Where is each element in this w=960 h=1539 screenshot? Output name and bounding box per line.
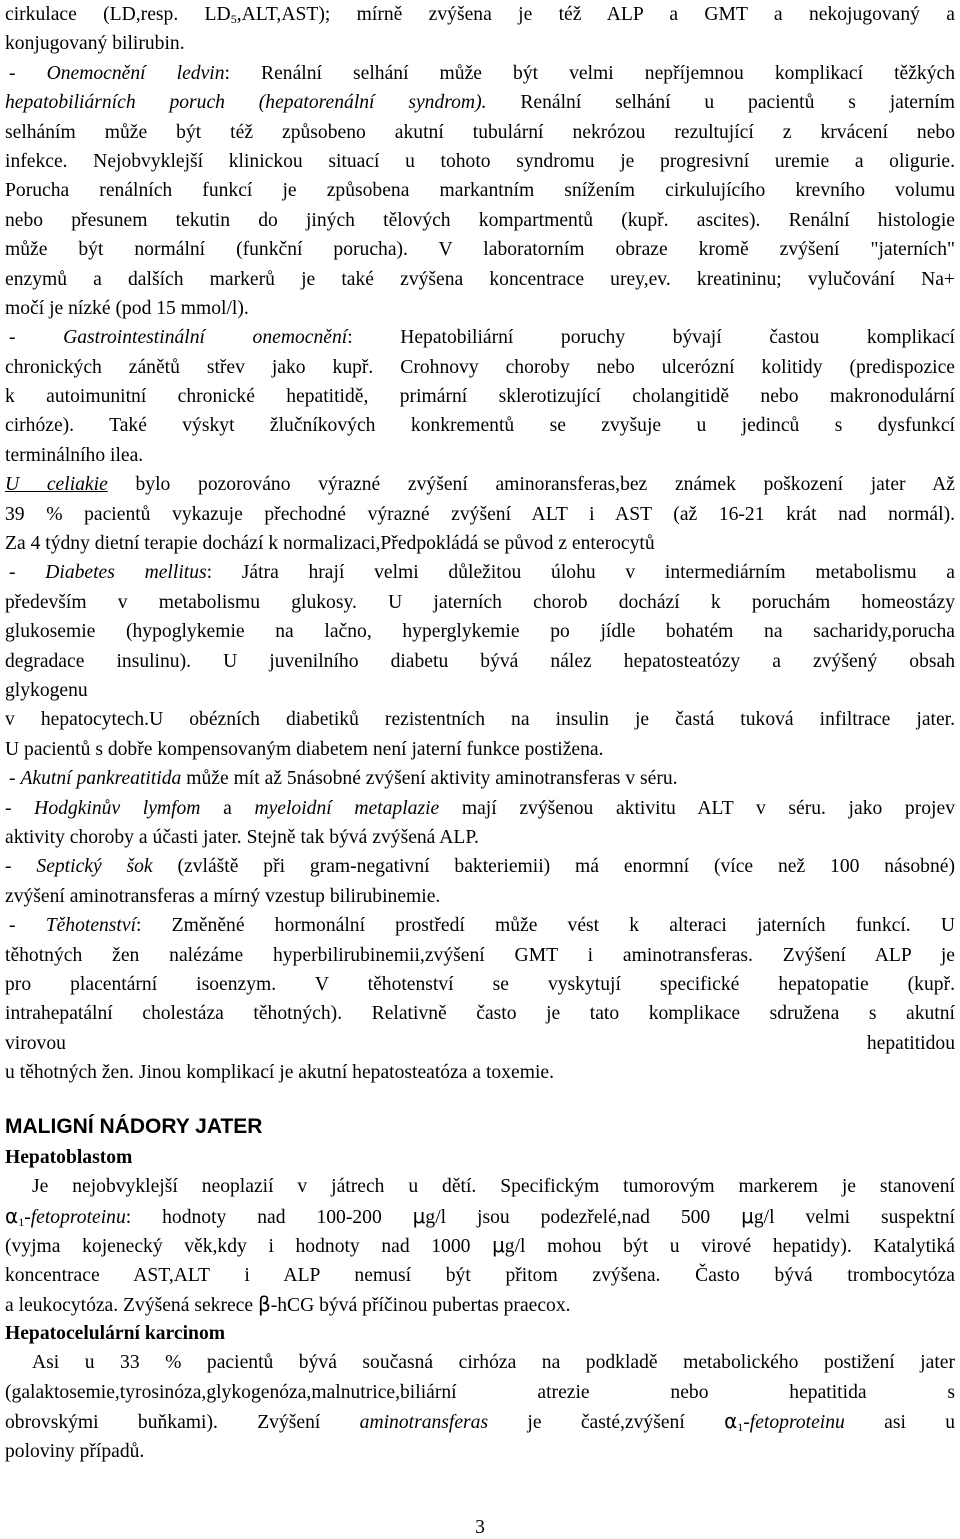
subsection-title-hepatoblastom: Hepatoblastom bbox=[5, 1147, 133, 1169]
text-line: infekce. Nejobvyklejší klinickou situací u tohoto syndromu je progresivní uremie a oligurie. bbox=[5, 150, 955, 172]
document-page bbox=[5, 0, 955, 1466]
dash: - bbox=[9, 327, 64, 349]
text-line bbox=[5, 1202, 955, 1231]
subscript: 1 bbox=[18, 1214, 25, 1229]
text-line: Asi u 33 % pacientů bývá současná cirhóza na podkladě metabolického postižení jater bbox=[32, 1352, 955, 1374]
beta-symbol: β bbox=[257, 1292, 271, 1317]
text-line: selháním může být též způsobeno akutní tubulární nekrózou rezultující z krvácení nebo bbox=[5, 121, 955, 143]
text-line: intrahepatální cholestáza těhotných). Relativně často je tato komplikace sdružena s akutní bbox=[5, 1003, 955, 1025]
text-run: mají zvýšenou aktivitu ALT v séru. jako projev bbox=[439, 797, 955, 819]
term-diabetes-mellitus: Diabetes mellitus bbox=[45, 562, 207, 584]
text-line: U pacientů s dobře kompensovaným diabetem není jaterní funkce postižena. bbox=[5, 738, 604, 760]
term-fetoproteinu: -fetoproteinu bbox=[24, 1206, 126, 1228]
text-run: g/l velmi suspektní bbox=[753, 1206, 956, 1228]
text-line: cirhóze). Také výskyt žlučníkových konkrementů se zvyšuje u jedinců s dysfunkcí bbox=[5, 415, 955, 437]
text-line bbox=[5, 794, 955, 823]
text-line bbox=[5, 764, 955, 793]
text-run: (vyjma kojenecký věk,kdy i hodnoty nad 1000 bbox=[5, 1236, 493, 1258]
text-line: Za 4 týdny dietní terapie dochází k normalizaci,Předpokládá se původ z enterocytů bbox=[5, 533, 655, 555]
term-tehotenstvi: Těhotenství bbox=[45, 915, 137, 937]
text-line bbox=[5, 0, 955, 29]
text-line: především v metabolismu glukosy. U jaterních chorob dochází k poruchám homeostázy bbox=[5, 591, 955, 613]
text-run: : Játra hrají velmi důležitou úlohu v intermediárním metabolismu a bbox=[206, 562, 955, 584]
text-line bbox=[5, 1407, 955, 1436]
dash: - bbox=[5, 797, 35, 819]
text-line: chronických zánětů střev jako kupř. Crohnovy choroby nebo ulcerózní kolitidy (predispozice bbox=[5, 356, 955, 378]
text-run: : Renální selhání může být velmi nepříjemnou komplikací těžkých bbox=[224, 62, 955, 84]
text-line bbox=[5, 88, 955, 117]
text-run: -hCG bývá příčinou pubertas praecox. bbox=[270, 1295, 571, 1317]
dash: - bbox=[9, 562, 46, 584]
text-line bbox=[5, 1231, 955, 1260]
text-line: (galaktosemie,tyrosinóza,glykogenóza,malnutrice,biliární atrezie nebo hepatitida s bbox=[5, 1381, 955, 1403]
text-line bbox=[5, 911, 955, 940]
text-line: u těhotných žen. Jinou komplikací je akutní hepatosteatóza a toxemie. bbox=[5, 1062, 554, 1084]
text-run: a bbox=[200, 797, 255, 819]
term-aminotransferas: aminotransferas bbox=[359, 1412, 489, 1434]
alpha-symbol: α bbox=[5, 1203, 19, 1228]
text-line: koncentrace AST,ALT i ALP nemusí být přitom zvýšena. Často bývá trombocytóza bbox=[5, 1264, 955, 1286]
term-akutni-pankreatitida: Akutní pankreatitida bbox=[20, 768, 182, 790]
text-line bbox=[5, 852, 955, 881]
mu-symbol: μ bbox=[741, 1203, 754, 1228]
dash: - bbox=[9, 915, 46, 937]
text-line bbox=[5, 470, 955, 499]
text-run: asi u bbox=[844, 1412, 955, 1434]
text-line: degradace insulinu). U juvenilního diabetu bývá nález hepatosteatózy a zvýšený obsah bbox=[5, 650, 955, 672]
text-line: terminálního ilea. bbox=[5, 444, 144, 466]
italic-run: hepatobiliárních poruch (hepatorenální syndrom). bbox=[5, 92, 487, 114]
text-run: hepatitidou bbox=[866, 1032, 955, 1054]
text-run: je časté,zvýšení bbox=[488, 1412, 725, 1434]
text-run: ,ALT,AST); mírně zvýšena je též ALP a GMT a nekojugovaný a bbox=[236, 4, 955, 25]
text-run: cirkulace (LD,resp. LD bbox=[5, 4, 231, 25]
text-run: g/l mohou být u virové hepatidy). Katalytiká bbox=[504, 1236, 955, 1258]
text-run: g/l jsou podezřelé,nad 500 bbox=[425, 1206, 742, 1228]
text-line: může být normální (funkční porucha). V laboratorním obraze kromě zvýšení "jaterních" bbox=[5, 239, 955, 261]
text-line: glukosemie (hypoglykemie na lačno, hyperglykemie po jídle bohatém na sacharidy,porucha bbox=[5, 621, 955, 643]
text-line: k autoimunitní chronické hepatitidě, primární sklerotizující cholangitidě nebo makronodulární bbox=[5, 386, 955, 408]
mu-symbol: μ bbox=[412, 1203, 426, 1228]
text-line bbox=[5, 323, 955, 352]
term-fetoproteinu: -fetoproteinu bbox=[743, 1412, 845, 1434]
subscript: 5 bbox=[230, 12, 237, 26]
page-number: 3 bbox=[475, 1517, 485, 1538]
term-celiakie: U celiakie bbox=[5, 474, 108, 496]
term-hodgkinuv-lymfom: Hodgkinův lymfom bbox=[34, 797, 201, 819]
text-run: obrovskými buňkami). Zvýšení bbox=[5, 1412, 360, 1434]
term-septicky-sok: Septický šok bbox=[36, 856, 153, 878]
text-line bbox=[5, 1029, 955, 1058]
term-gastrointestinalni: Gastrointestinální onemocnění bbox=[63, 327, 348, 349]
alpha-symbol: α bbox=[724, 1409, 738, 1434]
text-run: : Hepatobiliární poruchy bývají častou komplikací bbox=[347, 327, 955, 349]
text-run: : Změněné hormonální prostředí může vést k alteraci jaterních funkcí. U bbox=[136, 915, 955, 937]
section-title: MALIGNÍ NÁDORY JATER bbox=[5, 1115, 263, 1139]
text-run: Renální selhání u pacientů s jaterním bbox=[486, 92, 955, 114]
term-onemocneni-ledvin: Onemocnění ledvin bbox=[46, 62, 225, 84]
text-line bbox=[5, 1290, 955, 1319]
text-line: konjugovaný bilirubin. bbox=[5, 33, 185, 55]
text-line: v hepatocytech.U obézních diabetiků rezistentních na insulin je častá tuková infiltrace jater. bbox=[5, 709, 955, 731]
text-run: a leukocytóza. Zvýšená sekrece bbox=[5, 1295, 258, 1317]
dash: - bbox=[5, 856, 37, 878]
dash: - bbox=[9, 768, 21, 790]
text-line: poloviny případů. bbox=[5, 1440, 145, 1462]
text-line: 39 % pacientů vykazuje přechodné výrazné zvýšení ALT i AST (až 16-21 krát nad normál). bbox=[5, 503, 955, 525]
text-line: zvýšení aminotransferas a mírný vzestup bilirubinemie. bbox=[5, 885, 441, 907]
text-line: pro placentární isoenzym. V těhotenství se vyskytují specifické hepatopatie (kupř. bbox=[5, 973, 955, 995]
text-line: Porucha renálních funkcí je způsobena markantním snížením cirkulujícího krevního volumu bbox=[5, 180, 955, 202]
text-run: bylo pozorováno výrazné zvýšení aminoransferas,bez známek poškození jater Až bbox=[107, 474, 956, 496]
subscript: 1 bbox=[737, 1420, 744, 1435]
spacer bbox=[5, 1087, 955, 1111]
text-line: enzymů a dalších markerů je také zvýšena koncentrace urey,ev. kreatininu; vylučování Na+ bbox=[5, 268, 955, 290]
text-run: virovou bbox=[5, 1032, 66, 1054]
subsection-title-hepatocelularni-karcinom: Hepatocelulární karcinom bbox=[5, 1323, 226, 1345]
text-line: Je nejobvyklejší neoplazií v játrech u dětí. Specifickým tumorovým markerem je stanovení bbox=[32, 1176, 955, 1198]
term-myeloidni-metaplazie: myeloidní metaplazie bbox=[254, 797, 440, 819]
text-line: močí je nízké (pod 15 mmol/l). bbox=[5, 297, 249, 319]
text-line: glykogenu bbox=[5, 679, 88, 701]
text-line bbox=[5, 59, 955, 88]
text-run: : hodnoty nad 100-200 bbox=[125, 1206, 413, 1228]
dash: - bbox=[9, 62, 47, 84]
text-run: (zvláště při gram-negativní bakteriemii) má enormní (více než 100 násobné) bbox=[152, 856, 955, 878]
text-line bbox=[5, 558, 955, 587]
mu-symbol: μ bbox=[492, 1233, 505, 1258]
text-line: aktivity choroby a účasti jater. Stejně tak bývá zvýšená ALP. bbox=[5, 826, 479, 848]
text-line: těhotných žen nalézáme hyperbilirubinemii,zvýšení GMT i aminotransferas. Zvýšení ALP je bbox=[5, 944, 955, 966]
text-line: nebo přesunem tekutin do jiných tělových kompartmentů (kupř. ascites). Renální histologie bbox=[5, 209, 955, 231]
text-run: může mít až 5násobné zvýšení aktivity aminotransferas v séru. bbox=[181, 768, 678, 790]
